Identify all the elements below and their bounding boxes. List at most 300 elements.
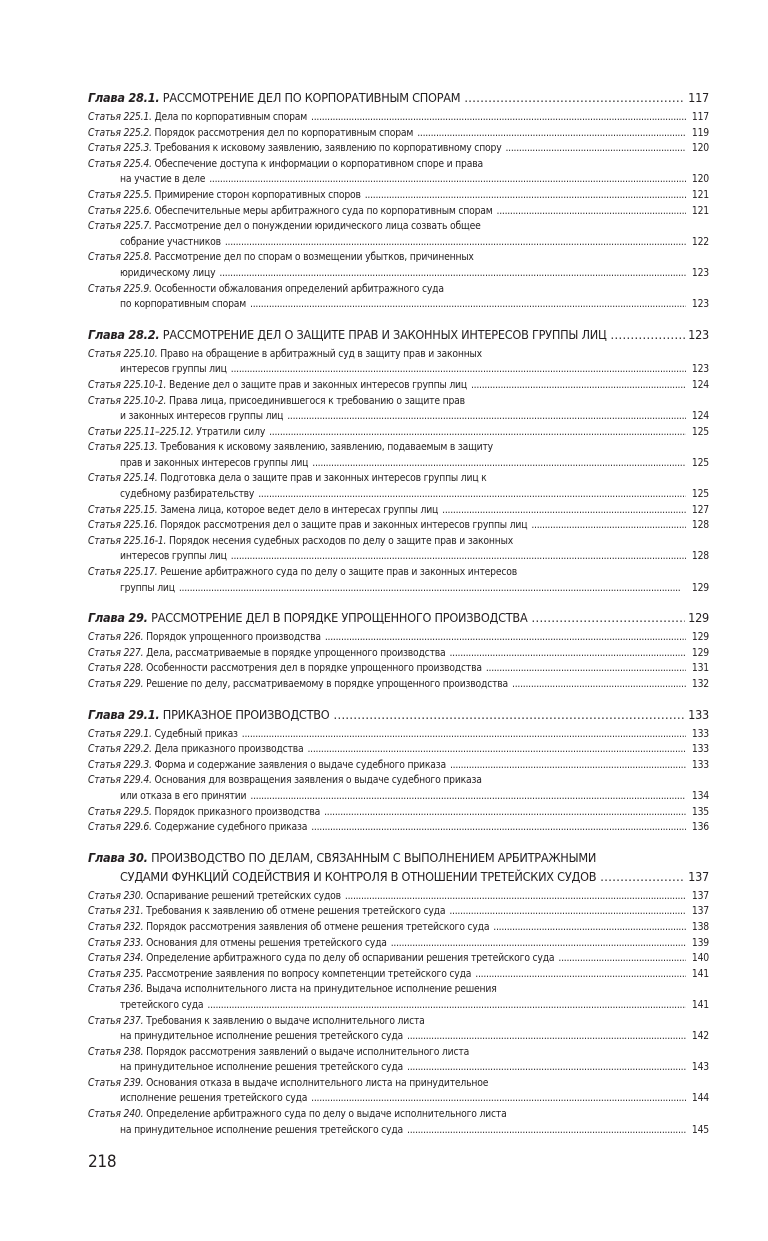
chapter-page: 123 [688, 326, 709, 342]
article-title: Рассмотрение заявления по вопросу компетенции третейского суда [146, 967, 472, 980]
toc-entry[interactable] [88, 110, 709, 126]
article-title: Оспаривание решений третейских судов [146, 889, 341, 902]
article-page: 140 [691, 952, 709, 965]
dot-leader [345, 889, 686, 905]
toc-entry-line [88, 549, 709, 565]
table-of-contents [88, 88, 709, 1138]
article-page: 122 [691, 235, 709, 248]
article-title: Замена лица, которое ведет дело в интересах группы лиц [160, 503, 439, 516]
chapter-heading-line [88, 88, 709, 107]
toc-entry-line [88, 250, 709, 266]
article-title: на принудительное исполнение решения третейского суда [120, 1123, 404, 1136]
article-page: 121 [691, 188, 709, 201]
article-title: Форма и содержание заявления о выдаче судебного приказа [154, 758, 446, 771]
article-page: 129 [691, 631, 709, 644]
toc-entry-line [88, 820, 709, 836]
article-label: Статья 229.2. [88, 743, 152, 756]
article-title: Порядок рассмотрения дел по корпоративным спорам [154, 126, 414, 139]
toc-entry-line [88, 727, 709, 743]
dot-leader [250, 789, 686, 805]
dot-leader [219, 266, 686, 282]
dot-leader [307, 742, 686, 758]
toc-entry[interactable] [88, 967, 709, 983]
toc-entry-line [88, 951, 709, 967]
toc-entry[interactable] [88, 204, 709, 220]
toc-entry-line [88, 920, 709, 936]
dot-leader [391, 936, 686, 952]
toc-entry-line [88, 172, 709, 188]
dot-leader [417, 126, 686, 142]
toc-entry-line [88, 157, 709, 173]
article-label: Статья 238. [88, 1045, 144, 1058]
article-title: Решение по делу, рассматриваемому в порядке упрощенного производства [146, 678, 509, 690]
dot-leader [258, 487, 686, 503]
article-title: Требования к заявлению об отмене решения третейского суда [146, 905, 446, 918]
article-title: судебному разбирательству [120, 488, 255, 501]
toc-entry[interactable] [88, 219, 709, 250]
toc-entry-line [88, 425, 709, 441]
article-label: Статья 232. [88, 920, 144, 933]
article-title: собрание участников [120, 235, 221, 248]
dot-leader [333, 705, 685, 724]
chapter-title: ПРОИЗВОДСТВО ПО ДЕЛАМ, СВЯЗАННЫМ С ВЫПОЛНЕНИЕМ АРБИТРАЖНЫМИ [151, 849, 597, 865]
article-label: Статья 225.9. [88, 282, 152, 295]
dot-leader [311, 820, 686, 836]
article-page: 125 [691, 425, 709, 438]
article-title: Дела приказного производства [154, 743, 304, 756]
article-label: Статья 228. [88, 662, 144, 675]
article-title: Порядок рассмотрения дел о защите прав и законных интересов группы лиц [160, 519, 528, 532]
chapter-title: РАССМОТРЕНИЕ ДЕЛ В ПОРЯДКЕ УПРОЩЕННОГО ПРОИЗВОДСТВА [151, 610, 528, 626]
article-label: Статья 225.8. [88, 251, 152, 264]
toc-chapter [88, 705, 709, 836]
chapter-heading-line [88, 867, 709, 886]
article-page: 124 [691, 378, 709, 391]
article-page: 141 [691, 967, 709, 980]
article-label: Статья 225.13. [88, 441, 158, 454]
toc-entry[interactable] [88, 630, 709, 646]
article-page: 123 [691, 298, 709, 311]
toc-chapter [88, 88, 709, 313]
chapter-label: Глава 28.1. [88, 90, 160, 105]
article-title: Порядок несения судебных расходов по делу о защите прав и законных [169, 534, 514, 547]
toc-entry-line [88, 661, 709, 677]
article-title: Судебный приказ [154, 727, 238, 740]
toc-entry[interactable] [88, 646, 709, 662]
dot-leader [324, 805, 686, 821]
article-title: Рассмотрение дел по спорам о возмещении убытков, причиненных [154, 251, 474, 264]
article-title: Содержание судебного приказа [154, 821, 308, 834]
article-label: Статья 225.15. [88, 503, 158, 516]
toc-entry-line [88, 487, 709, 503]
toc-entry-line [88, 1014, 709, 1030]
chapter-heading-line [88, 705, 709, 724]
toc-entry-line [88, 471, 709, 487]
article-title: прав и законных интересов группы лиц [120, 456, 309, 469]
toc-entry-line [88, 297, 709, 313]
chapter-title: РАССМОТРЕНИЕ ДЕЛ О ЗАЩИТЕ ПРАВ И ЗАКОННЫХ ИНТЕРЕСОВ ГРУППЫ ЛИЦ [162, 326, 607, 342]
article-page: 127 [691, 503, 709, 516]
article-page: 145 [691, 1123, 709, 1136]
chapter-label: Глава 29.1. [88, 706, 160, 722]
toc-entry-line [88, 126, 709, 142]
dot-leader [442, 503, 686, 519]
toc-entry[interactable] [88, 565, 709, 596]
article-page: 123 [691, 363, 709, 376]
toc-entry-line [88, 1045, 709, 1061]
toc-entry[interactable] [88, 661, 709, 677]
toc-entry-line [88, 967, 709, 983]
toc-entry-line [88, 581, 709, 597]
chapter-heading[interactable] [88, 848, 709, 886]
article-label: Статья 225.16. [88, 519, 158, 532]
article-page: 132 [691, 678, 709, 690]
article-title: Обеспечительные меры арбитражного суда по корпоративным спорам [154, 204, 493, 217]
article-page: 144 [691, 1092, 709, 1105]
toc-entry-line [88, 440, 709, 456]
article-title: на принудительное исполнение решения третейского суда [120, 1061, 404, 1074]
article-label: Статья 226. [88, 631, 144, 644]
toc-entry-line [88, 773, 709, 789]
chapter-heading-line [88, 608, 709, 627]
chapter-heading[interactable] [88, 325, 709, 344]
article-label: Статья 225.4. [88, 157, 152, 170]
article-page: 137 [691, 905, 709, 918]
toc-entry[interactable] [88, 503, 709, 519]
toc-entry[interactable] [88, 126, 709, 142]
chapter-page: 129 [688, 610, 709, 626]
article-title: Требования к исковому заявлению, заявлению, подаваемым в защиту [160, 441, 493, 454]
article-page: 128 [691, 550, 709, 563]
article-page: 128 [691, 519, 709, 532]
toc-entry[interactable] [88, 904, 709, 920]
toc-entry-line [88, 141, 709, 157]
article-label: Статья 229.6. [88, 821, 152, 834]
article-title: Права лица, присоединившегося к требованию о защите прав [169, 394, 465, 407]
toc-entry[interactable] [88, 1076, 709, 1107]
article-page: 135 [691, 805, 709, 818]
article-page: 124 [691, 410, 709, 423]
dot-leader [311, 1091, 686, 1107]
article-label: Статья 237. [88, 1014, 144, 1027]
article-page: 138 [691, 920, 709, 933]
article-page: 142 [691, 1030, 709, 1043]
article-title: Порядок приказного производства [154, 805, 321, 818]
toc-entry[interactable] [88, 440, 709, 471]
article-title: Основания отказа в выдаче исполнительного листа на принудительное [146, 1076, 489, 1089]
toc-entry-line [88, 742, 709, 758]
toc-entry[interactable] [88, 820, 709, 836]
article-label: Статья 229.3. [88, 758, 152, 771]
article-title: Порядок упрощенного производства [146, 631, 321, 644]
article-title: третейского суда [120, 998, 204, 1011]
toc-entry-line [88, 677, 709, 693]
article-label: Статья 234. [88, 952, 144, 965]
toc-entry-line [88, 936, 709, 952]
article-title: Выдача исполнительного листа на принудительное исполнение решения [146, 983, 497, 996]
toc-entry-line [88, 394, 709, 410]
toc-entry-line [88, 347, 709, 363]
article-label: Статья 225.5. [88, 188, 152, 201]
article-page: 133 [691, 727, 709, 740]
dot-leader [450, 646, 687, 662]
toc-entry-line [88, 565, 709, 581]
article-label: Статья 225.10-2. [88, 394, 167, 407]
dot-leader [493, 920, 686, 936]
article-label: Статья 225.3. [88, 142, 152, 155]
dot-leader [497, 204, 686, 220]
toc-entry-line [88, 219, 709, 235]
article-title: Подготовка дела о защите прав и законных интересов группы лиц к [160, 472, 487, 485]
chapter-title: СУДАМИ ФУНКЦИЙ СОДЕЙСТВИЯ И КОНТРОЛЯ В ОТНОШЕНИИ ТРЕТЕЙСКИХ СУДОВ [120, 868, 597, 884]
article-title: по корпоративным спорам [120, 298, 247, 311]
toc-entry[interactable] [88, 141, 709, 157]
article-title: интересов группы лиц [120, 550, 227, 563]
article-page: 131 [691, 662, 709, 675]
article-page: 134 [691, 789, 709, 802]
toc-entry[interactable] [88, 471, 709, 502]
chapter-title: ПРИКАЗНОЕ ПРОИЗВОДСТВО [162, 706, 330, 722]
toc-entry[interactable] [88, 982, 709, 1013]
toc-entry[interactable] [88, 773, 709, 804]
article-label: Статья 225.1. [88, 111, 152, 123]
dot-leader [611, 325, 686, 344]
toc-entry-line [88, 805, 709, 821]
dot-leader [449, 904, 686, 920]
article-page: 133 [691, 758, 709, 771]
article-title: Обеспечение доступа к информации о корпоративном споре и права [154, 157, 483, 170]
toc-entry-line [88, 646, 709, 662]
toc-entry[interactable] [88, 951, 709, 967]
article-label: Статья 225.6. [88, 204, 152, 217]
dot-leader [505, 141, 686, 157]
article-title: Решение арбитражного суда по делу о защите прав и законных интересов [160, 566, 517, 579]
article-title: на участие в деле [120, 173, 206, 186]
toc-entry-line [88, 1060, 709, 1076]
article-page: 133 [691, 743, 709, 756]
article-page: 121 [691, 204, 709, 217]
article-label: Статья 229.4. [88, 774, 152, 787]
article-label: Статьи 225.11–225.12. [88, 425, 194, 438]
article-page: 137 [691, 889, 709, 902]
toc-entry-line [88, 889, 709, 905]
toc-entry[interactable] [88, 378, 709, 394]
article-label: Статья 240. [88, 1108, 144, 1121]
article-label: Статья 225.2. [88, 126, 152, 139]
toc-entry-line [88, 503, 709, 519]
toc-entry[interactable] [88, 188, 709, 204]
chapter-page: 117 [688, 90, 709, 105]
toc-entry[interactable] [88, 805, 709, 821]
toc-entry[interactable] [88, 758, 709, 774]
toc-entry[interactable] [88, 534, 709, 565]
toc-entry[interactable] [88, 347, 709, 378]
article-title: Порядок рассмотрения заявлений о выдаче исполнительного листа [146, 1045, 470, 1058]
dot-leader [269, 425, 686, 441]
toc-entry[interactable] [88, 727, 709, 743]
toc-entry[interactable] [88, 1014, 709, 1045]
toc-entry-line [88, 188, 709, 204]
toc-entry[interactable] [88, 920, 709, 936]
toc-entry-line [88, 110, 709, 126]
chapter-label: Глава 30. [88, 849, 148, 865]
page-number: 218 [88, 1152, 117, 1172]
article-title: или отказа в его принятии [120, 789, 247, 802]
dot-leader [242, 727, 686, 743]
toc-entry[interactable] [88, 742, 709, 758]
article-label: Статья 230. [88, 889, 144, 902]
toc-entry-line [88, 204, 709, 220]
dot-leader [231, 362, 686, 378]
article-label: Статья 225.17. [88, 566, 158, 579]
dot-leader [475, 967, 686, 983]
dot-leader [486, 661, 686, 677]
article-page: 125 [691, 456, 709, 469]
article-page: 120 [691, 173, 709, 186]
article-title: Право на обращение в арбитражный суд в защиту прав и законных [160, 347, 482, 360]
article-label: Статья 229.5. [88, 805, 152, 818]
article-page: 123 [691, 266, 709, 279]
dot-leader [464, 88, 685, 107]
toc-entry-line [88, 758, 709, 774]
dot-leader [209, 172, 686, 188]
toc-entry-line [88, 998, 709, 1014]
dot-leader [558, 951, 686, 967]
article-title: Требования к исковому заявлению, заявлению по корпоративному спору [154, 142, 502, 155]
chapter-heading[interactable] [88, 608, 709, 627]
article-label: Статья 225.10. [88, 347, 158, 360]
toc-entry-line [88, 362, 709, 378]
dot-leader [311, 110, 686, 126]
toc-entry[interactable] [88, 1045, 709, 1076]
toc-entry-line [88, 409, 709, 425]
article-label: Статья 227. [88, 646, 144, 659]
article-title: Рассмотрение дел о понуждении юридического лица созвать общее [154, 220, 481, 233]
chapter-heading[interactable] [88, 88, 709, 107]
dot-leader [179, 581, 686, 597]
article-label: Статья 225.7. [88, 220, 152, 233]
dot-leader [450, 758, 686, 774]
article-title: Требования к заявлению о выдаче исполнительного листа [146, 1014, 425, 1027]
article-page: 120 [691, 142, 709, 155]
toc-entry-line [88, 789, 709, 805]
toc-entry-line [88, 982, 709, 998]
article-title: юридическому лицу [120, 266, 216, 279]
dot-leader [287, 409, 686, 425]
dot-leader [365, 188, 686, 204]
article-title: Основания для возвращения заявления о выдаче судебного приказа [154, 774, 482, 787]
chapter-label: Глава 28.2. [88, 326, 160, 342]
toc-entry[interactable] [88, 157, 709, 188]
toc-entry[interactable] [88, 518, 709, 534]
dot-leader [471, 378, 686, 394]
article-title: Примирение сторон корпоративных споров [154, 188, 361, 201]
article-title: Особенности обжалования определений арбитражного суда [154, 282, 444, 295]
article-title: Утратили силу [196, 425, 266, 438]
toc-entry-line [88, 518, 709, 534]
toc-entry-line [88, 282, 709, 298]
article-page: 129 [691, 646, 709, 659]
toc-entry[interactable] [88, 1107, 709, 1138]
article-label: Статья 236. [88, 983, 144, 996]
article-title: Ведение дел о защите прав и законных интересов группы лиц [169, 378, 467, 391]
article-title: интересов группы лиц [120, 363, 227, 376]
dot-leader [225, 235, 686, 251]
toc-entry-line [88, 1123, 709, 1139]
toc-chapter [88, 325, 709, 597]
toc-entry-line [88, 1029, 709, 1045]
toc-entry-line [88, 235, 709, 251]
article-title: Особенности рассмотрения дел в порядке упрощенного производства [146, 662, 482, 675]
toc-entry-line [88, 904, 709, 920]
toc-entry-line [88, 1076, 709, 1092]
toc-entry-line [88, 456, 709, 472]
chapter-heading[interactable] [88, 705, 709, 724]
article-label: Статья 225.14. [88, 472, 158, 485]
toc-chapter [88, 608, 709, 692]
toc-entry-line [88, 534, 709, 550]
toc-entry-line [88, 630, 709, 646]
article-title: и законных интересов группы лиц [120, 410, 284, 423]
article-title: группы лиц [120, 581, 175, 594]
article-title: на принудительное исполнение решения третейского суда [120, 1030, 404, 1043]
article-label: Статья 233. [88, 936, 144, 949]
dot-leader [512, 677, 686, 693]
chapter-heading-line [88, 848, 709, 867]
toc-entry[interactable] [88, 425, 709, 441]
dot-leader [407, 1060, 686, 1076]
chapter-page: 137 [688, 868, 709, 884]
article-page: 141 [691, 998, 709, 1011]
article-title: исполнение решения третейского суда [120, 1092, 308, 1105]
article-label: Статья 239. [88, 1076, 144, 1089]
dot-leader [312, 456, 686, 472]
dot-leader [407, 1123, 686, 1139]
article-page: 119 [691, 126, 709, 139]
article-page: 125 [691, 488, 709, 501]
toc-entry-line [88, 1091, 709, 1107]
article-label: Статья 231. [88, 905, 144, 918]
toc-entry[interactable] [88, 250, 709, 281]
dot-leader [600, 867, 685, 886]
article-label: Статья 225.10-1. [88, 378, 167, 391]
article-title: Дела по корпоративным спорам [154, 111, 308, 123]
toc-entry[interactable] [88, 936, 709, 952]
toc-entry-line [88, 1107, 709, 1123]
article-label: Статья 225.16-1. [88, 534, 167, 547]
article-title: Порядок рассмотрения заявления об отмене решения третейского суда [146, 920, 490, 933]
article-label: Статья 229. [88, 678, 144, 690]
article-title: Определение арбитражного суда по делу об оспаривании решения третейского суда [146, 952, 555, 965]
article-label: Статья 235. [88, 967, 144, 980]
dot-leader [531, 608, 685, 627]
toc-entry-line [88, 378, 709, 394]
dot-leader [231, 549, 686, 565]
article-page: 139 [691, 936, 709, 949]
article-title: Дела, рассматриваемые в порядке упрощенного производства [146, 646, 446, 659]
dot-leader [325, 630, 686, 646]
article-page: 129 [691, 581, 709, 594]
dot-leader [207, 998, 686, 1014]
toc-chapter [88, 848, 709, 1139]
chapter-heading-line [88, 325, 709, 344]
article-page: 143 [691, 1061, 709, 1074]
toc-entry[interactable] [88, 889, 709, 905]
toc-entry[interactable] [88, 394, 709, 425]
toc-entry[interactable] [88, 677, 709, 693]
dot-leader [531, 518, 686, 534]
toc-entry[interactable] [88, 282, 709, 313]
